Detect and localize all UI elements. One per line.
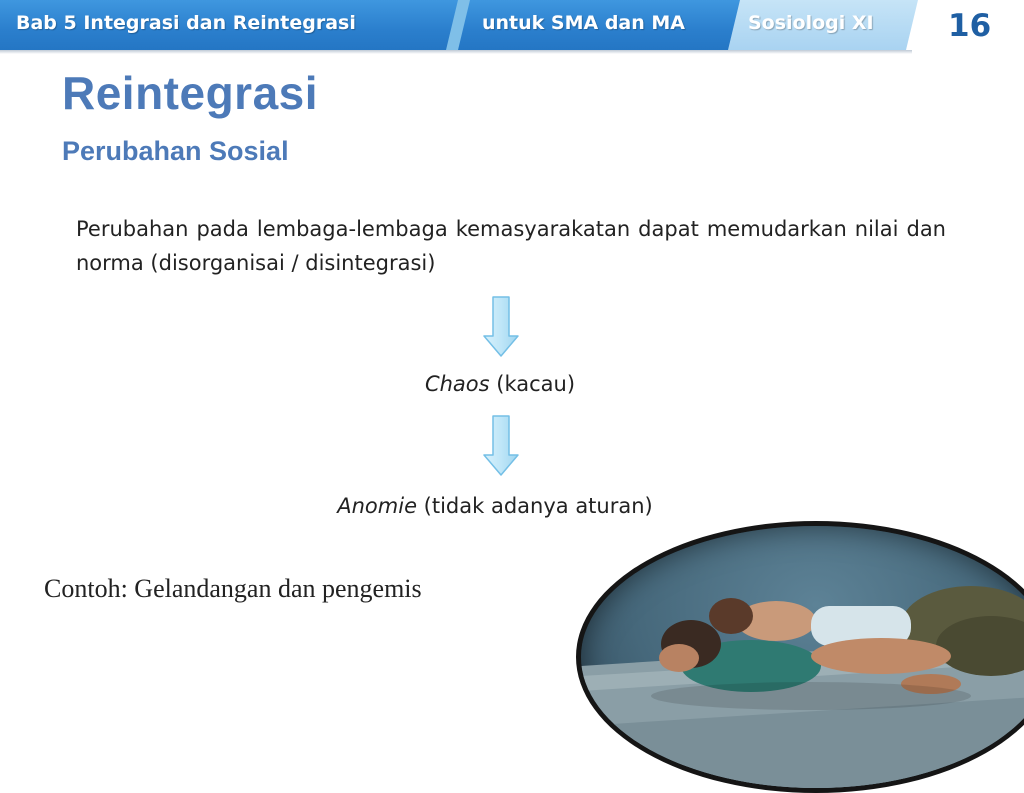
oval-photo — [576, 521, 1024, 793]
flow-term: Anomie — [337, 494, 417, 518]
header-subject: Sosiologi XI — [748, 12, 874, 34]
page-number: 16 — [948, 8, 992, 44]
header-audience: untuk SMA dan MA — [482, 12, 685, 34]
flow-term: Chaos — [424, 372, 490, 396]
flow-explanation: (kacau) — [496, 372, 576, 396]
header-shadow — [0, 50, 912, 54]
body-paragraph: Perubahan pada lembaga-lembaga kemasyarakatan dapat memudarkan nilai dan norma (disorganisai / disintegrasi) — [76, 217, 946, 275]
flow-explanation: (tidak adanya aturan) — [423, 494, 653, 518]
flow-step-chaos — [0, 372, 1000, 396]
flow-step-anomie — [0, 494, 990, 518]
slide-title: Reintegrasi — [62, 67, 319, 119]
example-text: Contoh: Gelandangan dan pengemis — [44, 574, 422, 603]
slide-header — [0, 0, 1024, 50]
down-arrow-icon — [483, 415, 519, 477]
sleeping-children-illustration — [581, 526, 1024, 788]
slide-subtitle: Perubahan Sosial — [62, 136, 289, 166]
down-arrow-icon — [483, 296, 519, 358]
header-chapter: Bab 5 Integrasi dan Reintegrasi — [16, 12, 356, 34]
